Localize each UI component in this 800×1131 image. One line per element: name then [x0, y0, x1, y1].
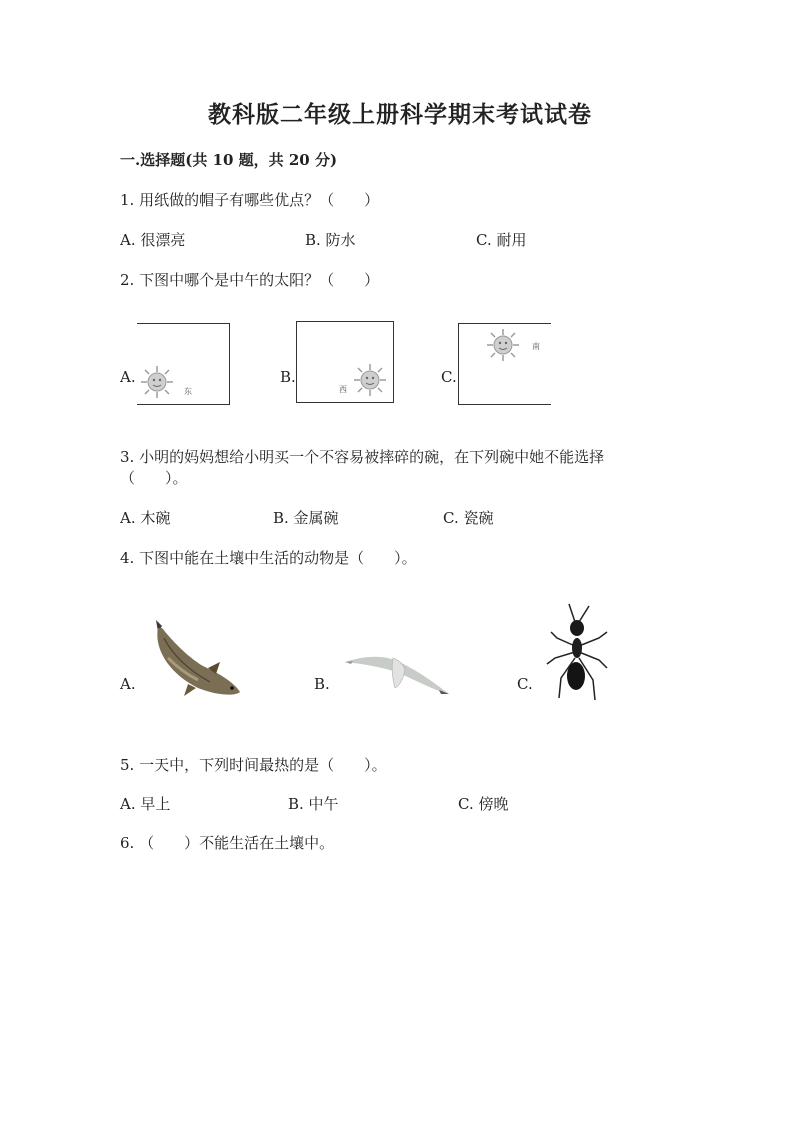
q2-option-b[interactable]: B.: [280, 368, 296, 386]
question-5: 5. 一天中，下列时间最热的是（ ）。: [120, 756, 387, 774]
q5-option-b[interactable]: B. 中午: [288, 795, 339, 813]
q3-option-c[interactable]: C. 瓷碗: [443, 509, 494, 527]
page-title: 教科版二年级上册科学期末考试试卷: [208, 101, 592, 128]
q3-option-a[interactable]: A. 木碗: [120, 509, 171, 527]
direction-label-south: 南: [532, 342, 540, 351]
q1-option-c[interactable]: C. 耐用: [476, 231, 527, 249]
question-6: 6. （ ）不能生活在土壤中。: [120, 834, 335, 852]
question-4: 4. 下图中能在土壤中生活的动物是（ ）。: [120, 549, 417, 567]
seagull-icon: [343, 650, 453, 700]
question-3-line-1: 3. 小明的妈妈想给小明买一个不容易被摔碎的碗，在下列碗中她不能选择: [120, 448, 605, 466]
sun-icon: [485, 327, 521, 363]
fish-icon: [148, 618, 243, 700]
section-heading: 一.选择题(共 10 题，共 20 分): [120, 151, 338, 169]
q2-picture-b: [296, 321, 394, 403]
q2-picture-a: [137, 323, 230, 405]
direction-label-west: 西: [339, 385, 347, 394]
q5-option-a[interactable]: A. 早上: [120, 795, 171, 813]
sun-icon: [139, 364, 175, 400]
q4-option-c[interactable]: C.: [517, 675, 533, 693]
direction-label-east: 东: [184, 387, 192, 396]
sun-icon: [352, 362, 388, 398]
q1-option-a[interactable]: A. 很漂亮: [120, 231, 186, 249]
question-2: 2. 下图中哪个是中午的太阳？（ ）: [120, 271, 380, 289]
q1-option-b[interactable]: B. 防水: [305, 231, 356, 249]
question-1: 1. 用纸做的帽子有哪些优点？（ ）: [120, 191, 380, 209]
question-3-line-2: （ ）。: [120, 469, 188, 487]
ant-icon: [545, 602, 609, 712]
q4-option-a[interactable]: A.: [120, 675, 136, 693]
q2-picture-c: [458, 323, 551, 405]
q2-option-c[interactable]: C.: [441, 368, 457, 386]
q4-option-b[interactable]: B.: [314, 675, 330, 693]
q5-option-c[interactable]: C. 傍晚: [458, 795, 509, 813]
q2-option-a[interactable]: A.: [120, 368, 136, 386]
q3-option-b[interactable]: B. 金属碗: [273, 509, 339, 527]
